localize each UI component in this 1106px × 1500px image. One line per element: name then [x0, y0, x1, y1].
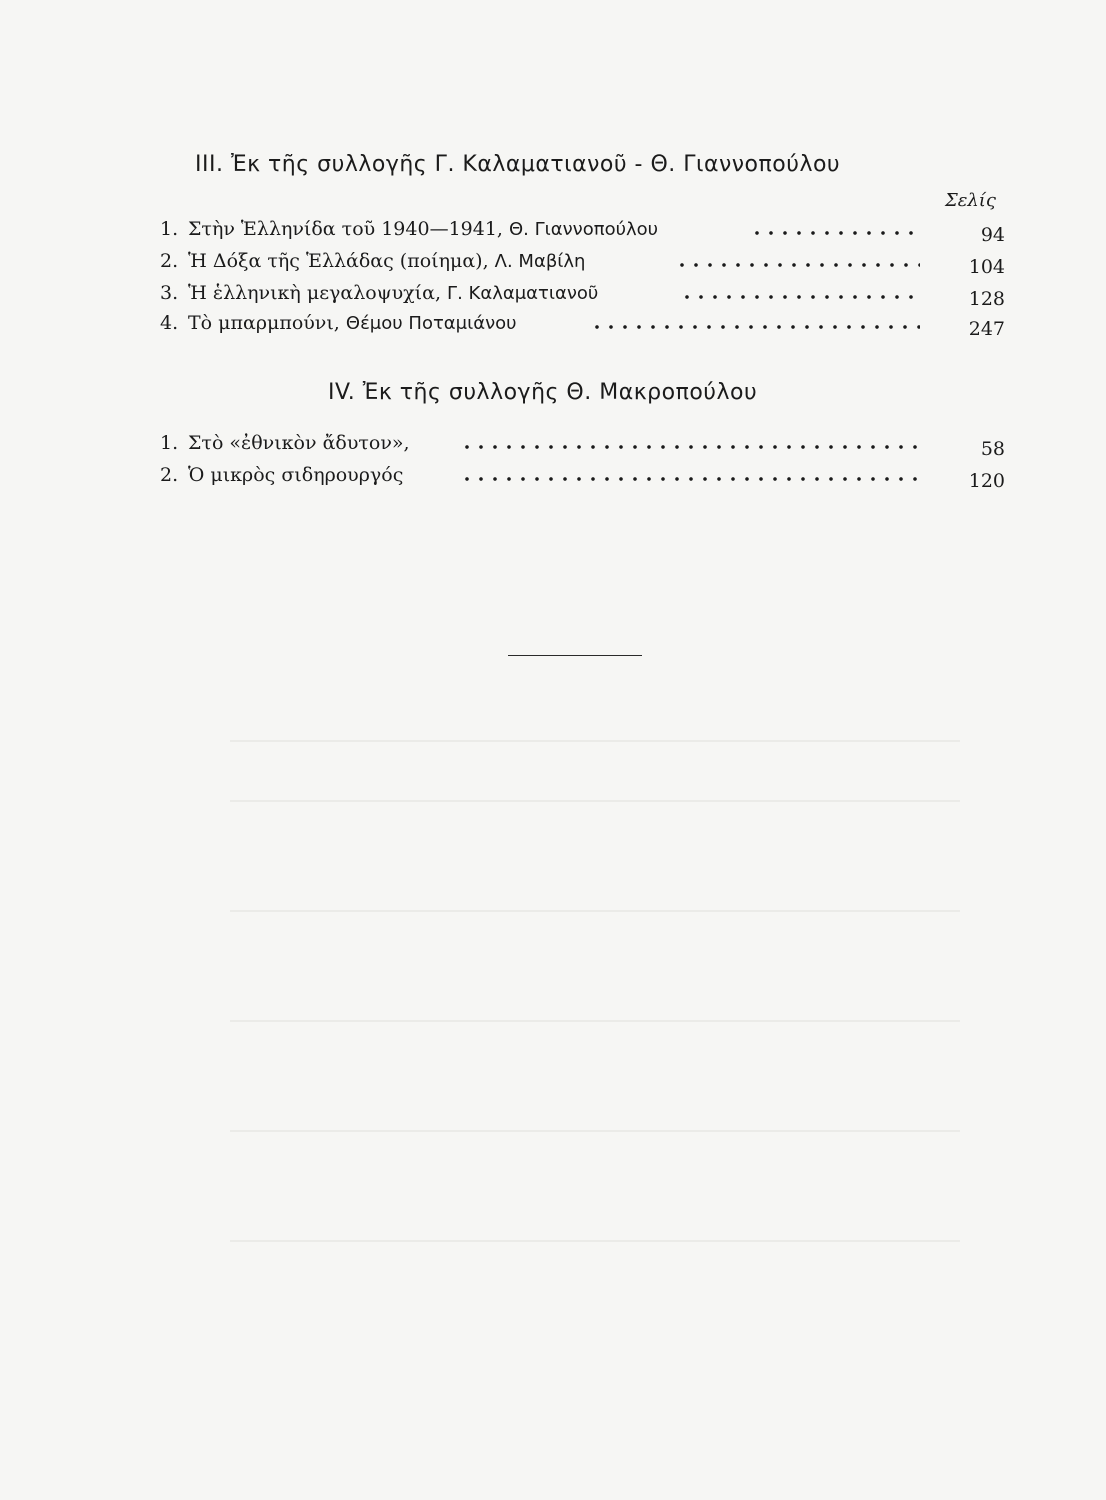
entry-title: Ἡ Δόξα τῆς Ἑλλάδας (ποίημα), Λ. Μαβίλη — [188, 250, 591, 272]
entry-author: Γ. Καλαματιανοῦ — [447, 283, 599, 304]
entry-author: Θέμου Ποταμιάνου — [345, 313, 517, 334]
entry-page-number: 58 — [980, 438, 1005, 460]
entry-title: Τὸ μπαρμπούνι, Θέμου Ποταμιάνου — [188, 312, 523, 334]
entry-number: 2. — [160, 464, 179, 486]
toc-entry — [160, 218, 1005, 248]
bleed-through-line — [230, 1240, 960, 1242]
dot-leader — [680, 294, 920, 300]
entry-page-number: 94 — [980, 224, 1005, 246]
bleed-through-line — [230, 1020, 960, 1022]
section-heading-3: III. Ἐκ τῆς συλλογῆς Γ. Καλαματιανοῦ - Θ. Γιαννοπούλου — [195, 152, 841, 177]
toc-entry — [160, 250, 1005, 280]
dot-leader — [460, 476, 920, 482]
bleed-through-line — [230, 1130, 960, 1132]
toc-entry — [160, 464, 1005, 494]
dot-leader — [590, 324, 920, 330]
entry-number: 2. — [160, 250, 179, 272]
entry-number: 1. — [160, 218, 179, 240]
entry-number: 1. — [160, 432, 179, 454]
toc-entry — [160, 282, 1005, 312]
bleed-through-line — [230, 740, 960, 742]
entry-number: 3. — [160, 282, 179, 304]
entry-title: Ἡ ἑλληνικὴ μεγαλοψυχία, Γ. Καλαματιανοῦ — [188, 282, 604, 304]
toc-entry — [160, 432, 1005, 462]
page-column-label: Σελίς — [945, 190, 996, 211]
entry-page-number: 247 — [968, 318, 1005, 340]
bleed-through-line — [230, 910, 960, 912]
entry-author: Λ. Μαβίλη — [494, 251, 586, 272]
dot-leader — [460, 444, 920, 450]
entry-page-number: 128 — [968, 288, 1005, 310]
section-divider — [508, 655, 642, 656]
entry-page-number: 104 — [968, 256, 1005, 278]
bleed-through-line — [230, 800, 960, 802]
entry-title: Ὁ μικρὸς σιδηρουργός — [188, 464, 409, 486]
dot-leader — [675, 262, 920, 268]
entry-title: Στὴν Ἑλληνίδα τοῦ 1940—1941, Θ. Γιαννοπούλου — [188, 218, 664, 240]
section-heading-4: IV. Ἐκ τῆς συλλογῆς Θ. Μακροπούλου — [328, 380, 758, 405]
dot-leader — [750, 230, 920, 236]
entry-number: 4. — [160, 312, 179, 334]
entry-page-number: 120 — [968, 470, 1005, 492]
entry-title: Στὸ «ἐθνικὸν ἄδυτον», — [188, 432, 416, 454]
toc-entry — [160, 312, 1005, 342]
entry-author: Θ. Γιαννοπούλου — [509, 219, 659, 240]
